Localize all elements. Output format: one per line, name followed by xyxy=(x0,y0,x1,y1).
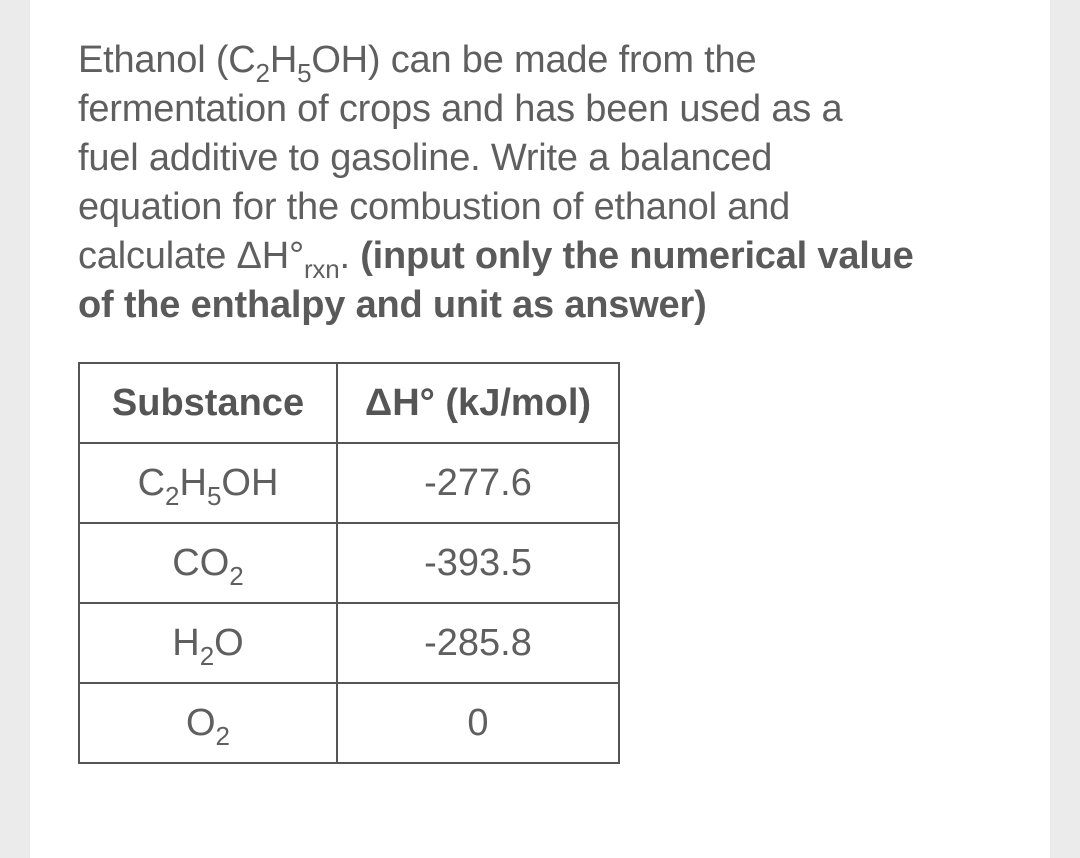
substance-cell xyxy=(79,683,337,763)
question-line-4: equation for the combustion of ethanol and xyxy=(78,186,791,228)
formula-part: O xyxy=(185,701,216,744)
instruction-text: (input only the numerical value xyxy=(360,235,914,277)
question-text-fragment: OH) can be made from the xyxy=(311,39,757,81)
subscript: rxn xyxy=(303,254,340,284)
table-row xyxy=(79,603,619,683)
question-line-6 xyxy=(78,281,1038,330)
formula-part: H xyxy=(179,461,207,504)
enthalpy-table xyxy=(78,362,620,764)
table-body xyxy=(79,443,619,763)
formula-part: OH xyxy=(221,461,279,504)
table-row xyxy=(79,443,619,523)
question-text-fragment: . xyxy=(339,235,361,277)
question-line-1 xyxy=(78,36,1038,88)
formula-part: O xyxy=(214,621,244,664)
formula-part: CO xyxy=(172,541,230,584)
question-text-fragment: Ethanol (C xyxy=(78,39,256,81)
table-row xyxy=(79,523,619,603)
question-text-fragment: calculate ΔH° xyxy=(78,235,304,277)
question-line-5 xyxy=(78,232,1038,284)
table-row xyxy=(79,683,619,763)
enthalpy-header: ΔH° (kJ/mol) xyxy=(337,363,619,443)
substance-cell xyxy=(79,603,337,683)
enthalpy-value-cell: -393.5 xyxy=(337,523,619,603)
enthalpy-value-cell: -277.6 xyxy=(337,443,619,523)
substance-header: Substance xyxy=(79,363,337,443)
question-text xyxy=(78,36,1038,330)
formula-subscript: 5 xyxy=(206,480,222,511)
formula-subscript: 2 xyxy=(199,640,215,671)
instruction-text: of the enthalpy and unit as answer) xyxy=(78,284,707,326)
enthalpy-value-cell: 0 xyxy=(337,683,619,763)
substance-cell xyxy=(79,443,337,523)
enthalpy-value-cell: -285.8 xyxy=(337,603,619,683)
question-line-3: fuel additive to gasoline. Write a balanced xyxy=(78,137,773,179)
formula-part: C xyxy=(137,461,166,504)
formula-subscript: 2 xyxy=(229,560,244,591)
subscript: 2 xyxy=(255,58,270,88)
formula-subscript: 2 xyxy=(215,720,231,751)
question-line-2: fermentation of crops and has been used as a xyxy=(78,88,843,130)
subscript: 5 xyxy=(297,58,312,88)
formula-part: H xyxy=(172,621,200,664)
question-text-fragment: H xyxy=(269,39,298,81)
formula-subscript: 2 xyxy=(165,480,180,511)
table-header-row xyxy=(79,363,619,443)
substance-cell xyxy=(79,523,337,603)
